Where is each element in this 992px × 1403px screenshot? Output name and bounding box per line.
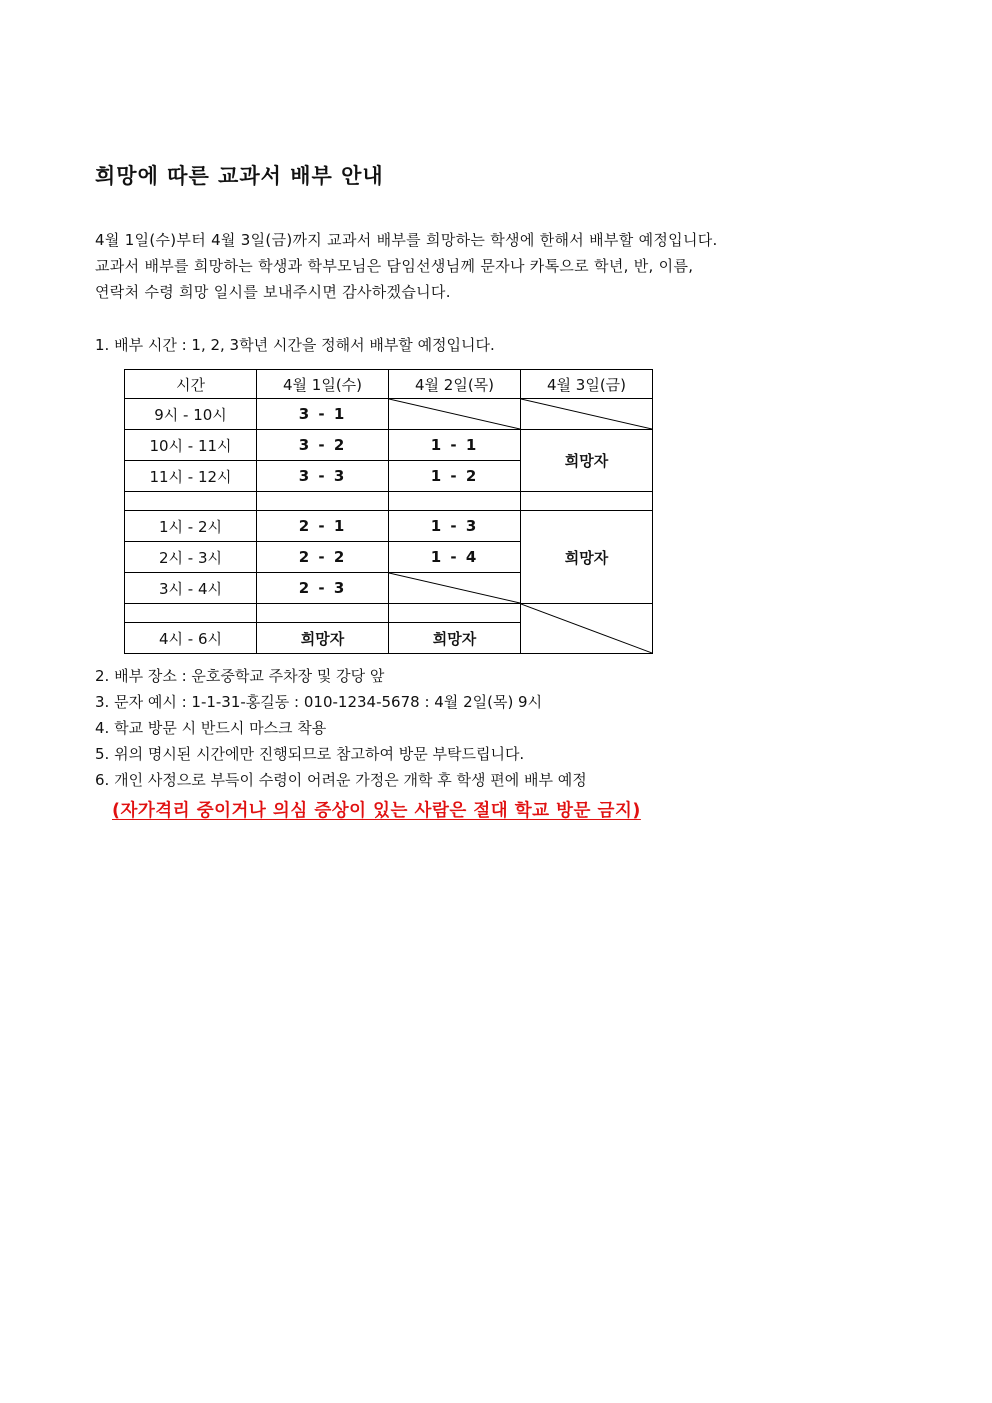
time-cell: 11시 - 12시 (125, 461, 257, 492)
applicant-cell: 희망자 (521, 430, 653, 492)
notes-list (95, 663, 587, 793)
table-row (125, 511, 653, 542)
class-cell: 2 - 1 (257, 511, 389, 542)
empty-slashed-cell (389, 399, 521, 430)
intro-line: 교과서 배부를 희망하는 학생과 학부모님은 담임선생님께 문자나 카톡으로 학년, 반, 이름, (95, 257, 694, 275)
list-item: 2. 배부 장소 : 운호중학교 주차장 및 강당 앞 (95, 667, 385, 685)
section-distribution-time: 1. 배부 시간 : 1, 2, 3학년 시간을 정해서 배부할 예정입니다. (95, 336, 495, 354)
warning-notice: (자가격리 중이거나 의심 증상이 있는 사람은 절대 학교 방문 금지) (112, 801, 641, 821)
class-cell: 3 - 3 (257, 461, 389, 492)
class-cell: 1 - 1 (389, 430, 521, 461)
time-cell: 1시 - 2시 (125, 511, 257, 542)
list-item: 3. 문자 예시 : 1-1-31-홍길동 : 010-1234-5678 : 4월 2일(목) 9시 (95, 693, 543, 711)
class-cell: 2 - 2 (257, 542, 389, 573)
intro-line: 4월 1일(수)부터 4월 3일(금)까지 교과서 배부를 희망하는 학생에 한해서 배부할 예정입니다. (95, 231, 718, 249)
applicant-cell: 희망자 (389, 623, 521, 654)
list-item: 4. 학교 방문 시 반드시 마스크 착용 (95, 719, 327, 737)
applicant-cell: 희망자 (257, 623, 389, 654)
diagonal-line (521, 604, 652, 653)
time-cell: 4시 - 6시 (125, 623, 257, 654)
class-cell: 1 - 4 (389, 542, 521, 573)
table-row (125, 399, 653, 430)
diagonal-line (389, 573, 520, 603)
header-time: 시간 (125, 370, 257, 399)
list-item: 5. 위의 명시된 시간에만 진행되므로 참고하여 방문 부탁드립니다. (95, 745, 525, 763)
empty-slashed-cell (389, 573, 521, 604)
table-gap-row (125, 604, 653, 623)
table-row (125, 430, 653, 461)
intro-line: 연락처 수령 희망 일시를 보내주시면 감사하겠습니다. (95, 283, 451, 301)
time-cell: 10시 - 11시 (125, 430, 257, 461)
diagonal-line (521, 399, 652, 429)
time-cell: 2시 - 3시 (125, 542, 257, 573)
intro-paragraph (95, 227, 718, 305)
list-item: 6. 개인 사정으로 부득이 수령이 어려운 가정은 개학 후 학생 편에 배부 예정 (95, 771, 587, 789)
header-day2: 4월 2일(목) (389, 370, 521, 399)
schedule-table (124, 369, 653, 654)
empty-slashed-cell (521, 604, 653, 654)
table-gap-row (125, 492, 653, 511)
class-cell: 2 - 3 (257, 573, 389, 604)
time-cell: 9시 - 10시 (125, 399, 257, 430)
class-cell: 3 - 2 (257, 430, 389, 461)
applicant-cell: 희망자 (521, 511, 653, 604)
class-cell: 1 - 3 (389, 511, 521, 542)
diagonal-line (389, 399, 520, 429)
table-header-row (125, 370, 653, 399)
time-cell: 3시 - 4시 (125, 573, 257, 604)
class-cell: 3 - 1 (257, 399, 389, 430)
page-title: 희망에 따른 교과서 배부 안내 (95, 164, 384, 188)
header-day3: 4월 3일(금) (521, 370, 653, 399)
header-day1: 4월 1일(수) (257, 370, 389, 399)
class-cell: 1 - 2 (389, 461, 521, 492)
empty-slashed-cell (521, 399, 653, 430)
